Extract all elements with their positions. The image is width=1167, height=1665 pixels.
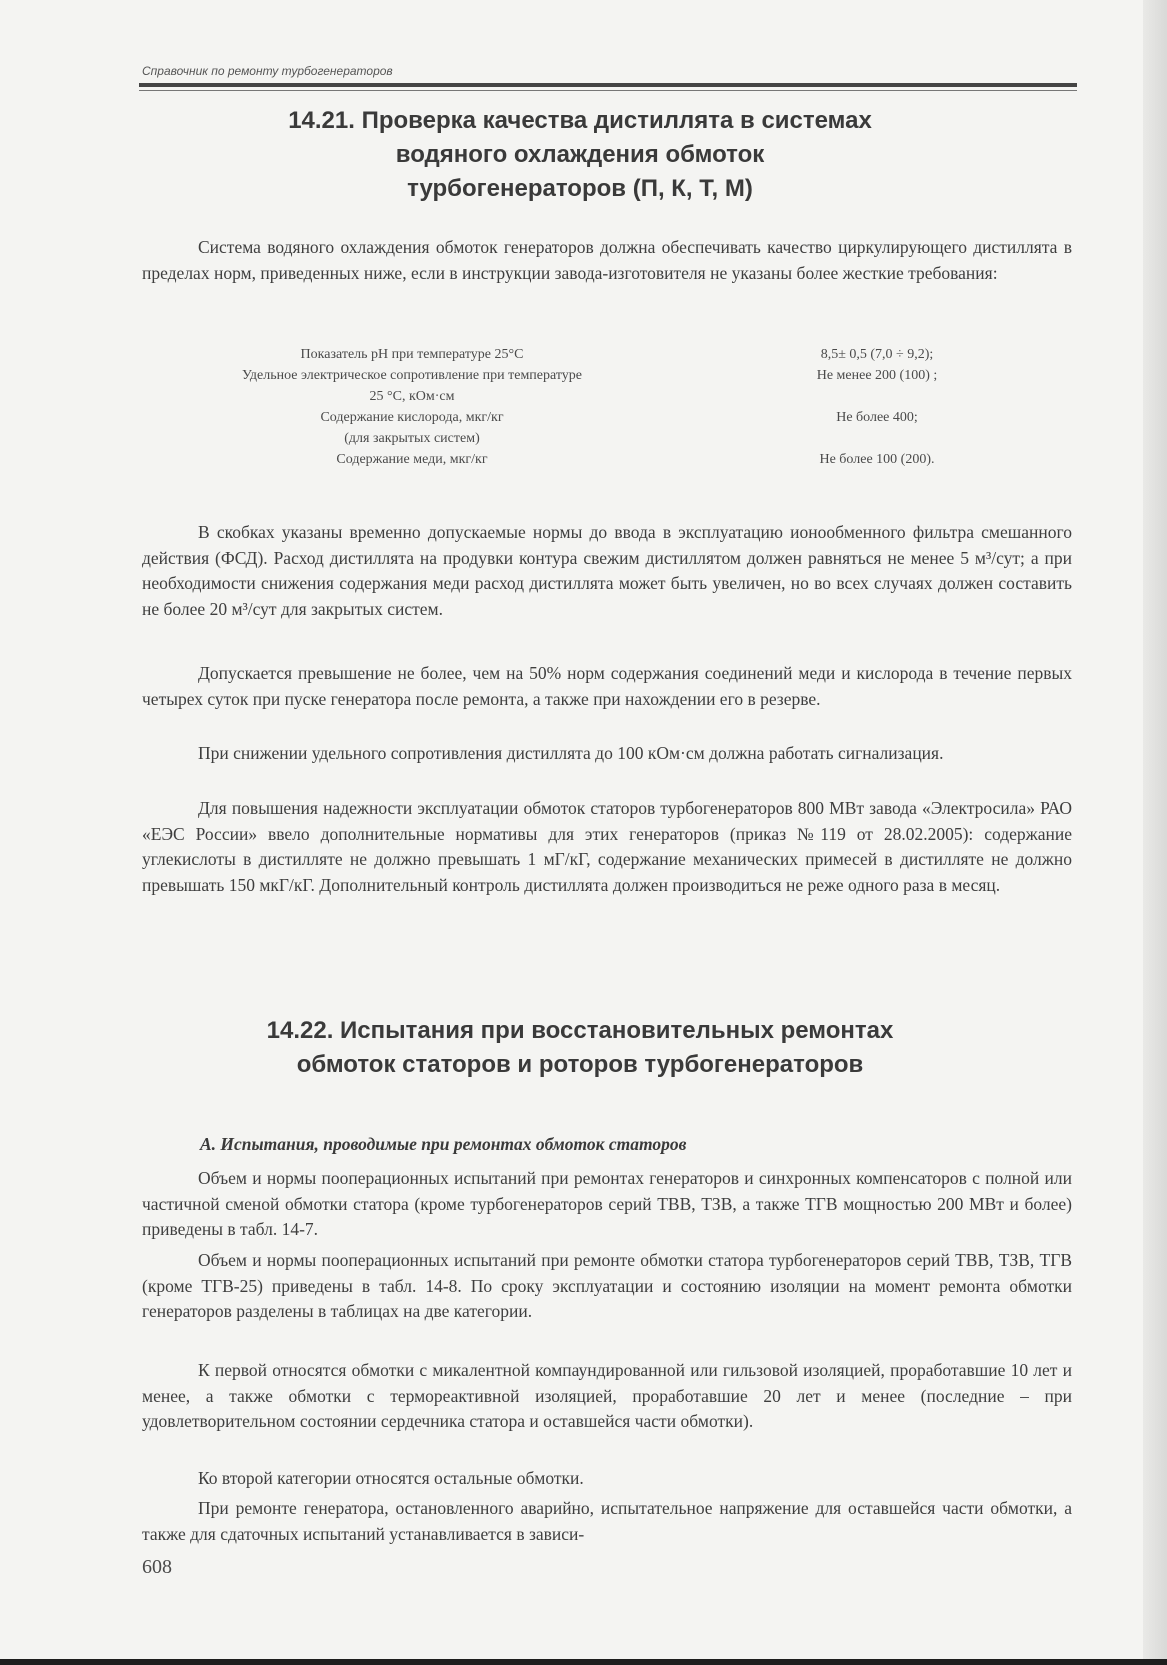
body-paragraph: Для повышения надежности эксплуатации обмоток статоров турбогенераторов 800 МВт завода «Электросила» РАО «ЕЭС России» ввело дополнительные нормативы для этих генераторов (приказ №119 от 28.02.2005): содержание углекислоты в дистилляте не должно превышать 1 мГ/кГ, содержание механических примесей в дистилляте не должно превышать 150 мкГ/кГ. Дополнительный контроль дистиллята должен производиться не реже одного раза в месяц. <box>142 798 1072 895</box>
norm-value: Не более 100 (200). <box>819 452 935 467</box>
page-number: 608 <box>142 1556 172 1578</box>
body-paragraph: К первой относятся обмотки с микалентной компаундированной или гильзовой изоляцией, проработавшие 10 лет и менее, а также обмотки с термореактивной изоляцией, проработавшие 20 лет и менее (последние – при удовлетворительном состоянии сердечника статора и оставшейся части обмотки). <box>142 1360 1072 1431</box>
norm-row <box>142 449 1072 470</box>
norm-name: Показатель pH при температуре 25°C <box>300 347 524 362</box>
norm-name: Содержание кислорода, мкг/кг (для закрытых систем) <box>320 410 504 446</box>
body-paragraph: Объем и нормы пооперационных испытаний при ремонте обмотки статора турбогенераторов серий ТВВ, ТЗВ, ТГВ (кроме ТГВ-25) приведены в табл. 14-8. По сроку эксплуатации и состоянию изоляции на момент ремонта обмотки генераторов разделены в таблицах на две категории. <box>142 1250 1072 1321</box>
title-line: 14.21. Проверка качества дистиллята в системах <box>288 107 872 134</box>
norm-row <box>142 365 1072 407</box>
scan-bottom-edge <box>0 1659 1167 1665</box>
body-paragraph: В скобках указаны временно допускаемые нормы до ввода в эксплуатацию ионообменного фильтра смешанного действия (ФСД). Расход дистиллята на продувки контура свежим дистиллятом должен равняться не менее 5 м³/сут; а при необходимости снижения содержания меди расход дистиллята может быть увеличен, но во всех случаях должен составить не более 20 м³/сут для закрытых систем. <box>142 522 1072 619</box>
norm-value: Не более 400; <box>836 410 918 425</box>
norm-value: Не менее 200 (100) ; <box>816 368 938 383</box>
norm-value: 8,5± 0,5 (7,0 ÷ 9,2); <box>820 347 934 362</box>
body-paragraph: Ко второй категории относятся остальные обмотки. <box>198 1468 584 1488</box>
header-rule-thick <box>139 83 1077 87</box>
page-edge-shadow <box>1143 0 1167 1665</box>
title-line: обмоток статоров и роторов турбогенераторов <box>296 1051 864 1078</box>
norm-row <box>142 344 1072 365</box>
body-paragraph: При снижении удельного сопротивления дистиллята до 100 кОм·см должна работать сигнализация. <box>198 743 944 763</box>
norm-name: Удельное электрическое сопротивление при температуре 25 °C, кОм·см <box>241 368 583 404</box>
section-1422-title <box>200 1014 960 1082</box>
running-head: Справочник по ремонту турбогенераторов <box>142 64 393 78</box>
body-paragraph: Допускается превышение не более, чем на 50% норм содержания соединений меди и кислорода в течение первых четырех суток при пуске генератора после ремонта, а также при нахождении его в резерве. <box>142 663 1072 709</box>
section-1421-intro: Система водяного охлаждения обмоток генераторов должна обеспечивать качество циркулирующего дистиллята в пределах норм, приведенных ниже, если в инструкции завода-изготовителя не указаны более жесткие требования: <box>142 237 1072 283</box>
distillate-norms-list <box>142 344 1072 470</box>
title-line: турбогенераторов (П, К, Т, М) <box>407 175 753 202</box>
body-paragraph: При ремонте генератора, остановленного аварийно, испытательное напряжение для оставшейся части обмотки, а также для сдаточных испытаний устанавливается в зависи- <box>142 1498 1072 1544</box>
header-rule-thin <box>139 90 1077 91</box>
section-1421-title <box>200 104 960 206</box>
norm-name: Содержание меди, мкг/кг <box>336 452 488 467</box>
body-paragraph: Объем и нормы пооперационных испытаний при ремонтах генераторов и синхронных компенсаторов с полной или частичной сменой обмотки статора (кроме турбогенераторов серий ТВВ, ТЗВ, а также ТГВ мощностью 200 МВт и более) приведены в табл. 14-7. <box>142 1168 1072 1239</box>
norm-row <box>142 407 1072 449</box>
title-line: водяного охлаждения обмоток <box>395 141 765 168</box>
subsection-heading: А. Испытания, проводимые при ремонтах обмоток статоров <box>200 1134 687 1154</box>
title-line: 14.22. Испытания при восстановительных ремонтах <box>266 1017 894 1044</box>
